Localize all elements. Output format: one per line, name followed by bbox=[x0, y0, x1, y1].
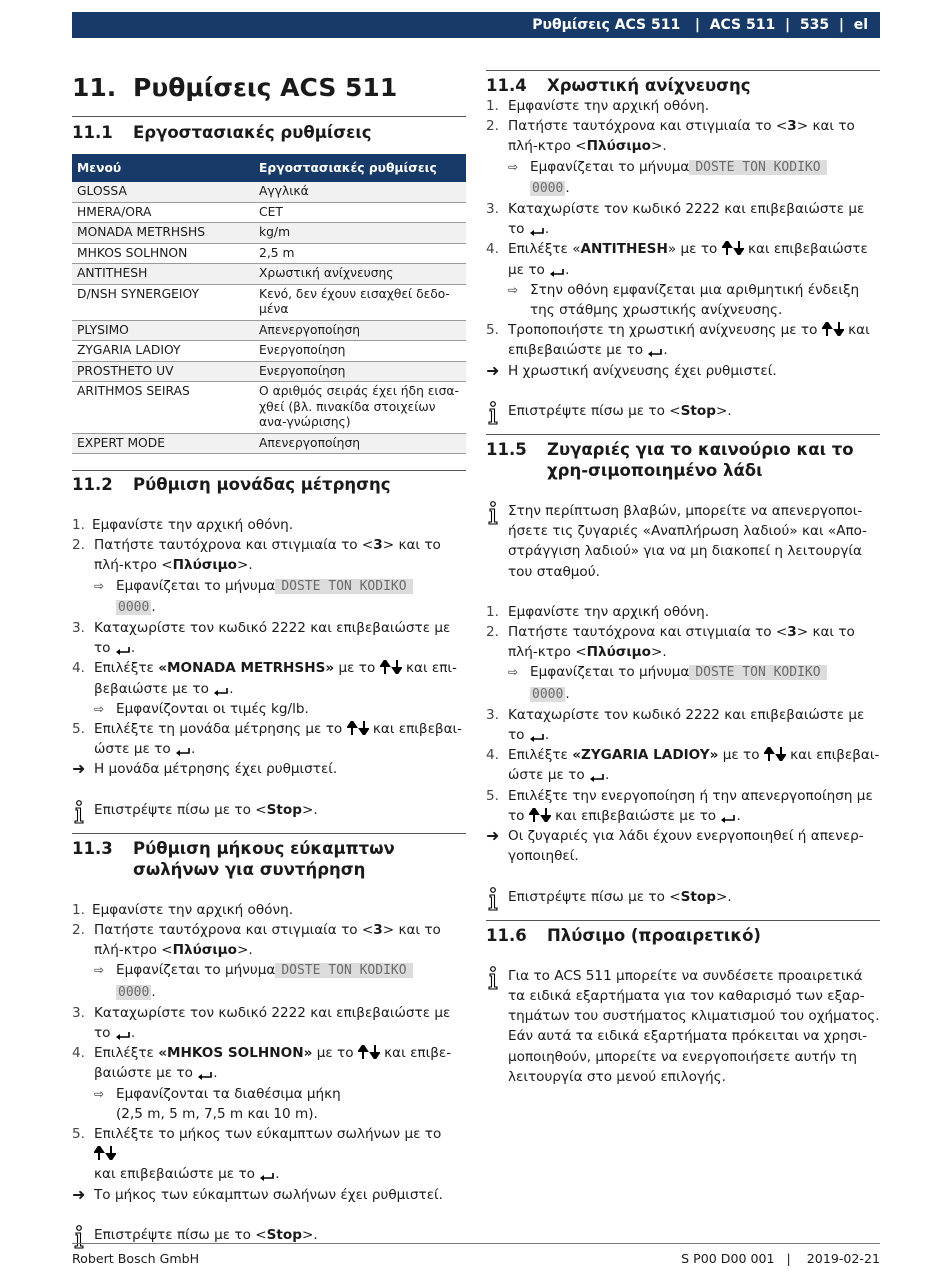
table-row bbox=[72, 361, 466, 382]
info-icon bbox=[486, 966, 500, 990]
value-cell: Ο αριθμός σειράς έχει ήδη εισα-χθεί (βλ. πινακίδα στοιχείων ανα-γνώρισης) bbox=[254, 382, 466, 434]
up-down-arrows-icon bbox=[347, 721, 369, 735]
section-11-4-title: 11.4 Χρωστική ανίχνευσης bbox=[486, 76, 751, 95]
value-cell: kg/m bbox=[254, 223, 466, 244]
up-down-arrows-icon bbox=[94, 1146, 116, 1160]
footer-date: 2019-02-21 bbox=[806, 1251, 880, 1266]
table-row bbox=[72, 341, 466, 362]
value-cell: 2,5 m bbox=[254, 243, 466, 264]
section-11-1-title: 11.1 Εργοστασιακές ρυθμίσεις bbox=[72, 123, 372, 142]
menu-cell: MONADA METRHSHS bbox=[72, 223, 254, 244]
menu-cell: PLYSIMO bbox=[72, 320, 254, 341]
left-column bbox=[72, 60, 466, 1245]
up-down-arrows-icon bbox=[822, 322, 844, 336]
table-row bbox=[72, 264, 466, 285]
value-cell: Απενεργοποίηση bbox=[254, 320, 466, 341]
enter-key-icon bbox=[647, 345, 663, 355]
section-11-5-stop-note: Επιστρέψτε πίσω με το <Stop>. bbox=[486, 887, 880, 907]
table-row bbox=[72, 243, 466, 264]
value-cell: Ενεργοποίηση bbox=[254, 341, 466, 362]
enter-key-icon bbox=[115, 643, 131, 653]
menu-cell: D/NSH SYNERGEIOY bbox=[72, 284, 254, 320]
enter-key-icon bbox=[720, 811, 736, 821]
enter-key-icon bbox=[589, 770, 605, 780]
up-down-arrows-icon bbox=[358, 1045, 380, 1059]
right-column bbox=[486, 60, 880, 1087]
value-cell: Απενεργοποίηση bbox=[254, 433, 466, 454]
section-11-3-note: Επιστρέψτε πίσω με το <Stop>. bbox=[72, 1225, 466, 1245]
table-row bbox=[72, 202, 466, 223]
footer-doc: S P00 D00 001 bbox=[681, 1251, 775, 1266]
enter-key-icon bbox=[175, 744, 191, 754]
up-down-arrows-icon bbox=[529, 808, 551, 822]
table-row bbox=[72, 284, 466, 320]
value-cell: Αγγλικά bbox=[254, 182, 466, 202]
value-cell: Χρωστική ανίχνευσης bbox=[254, 264, 466, 285]
header-page: 535 bbox=[799, 17, 830, 33]
info-icon bbox=[486, 401, 500, 425]
header-lang: el bbox=[853, 17, 868, 33]
chapter-title: 11. Ρυθμίσεις ACS 511 bbox=[72, 73, 398, 102]
menu-cell: ZYGARIA LADIOY bbox=[72, 341, 254, 362]
section-11-5-steps: 1. Εμφανίστε την αρχική οθόνη. 2. Πατήστε ταυτόχρονα και στιγμιαία το <3> και το πλή-κτρο <Πλύσιμο>. ⇨ Εμφανίζεται το μήνυμα DOSTE TON KODIKO 0000 . 3. Καταχωρίστε τον κωδικό 2222 και επιβεβαιώστε με το . 4. Επιλέξτε «ZYGARIA LADIOY» με το και επιβεβαι- ώστε με το . 5. Επιλέξτε την ενεργοποίηση ή την απενεργοποίηση με το και επιβεβαιώστε με το . ➜ Οι ζυγαριές για λάδι έχουν ενεργοποιηθεί ή απενερ-γοποιηθεί. bbox=[486, 603, 880, 865]
menu-cell: ANTITHESH bbox=[72, 264, 254, 285]
enter-key-icon bbox=[197, 1068, 213, 1078]
enter-key-icon bbox=[529, 730, 545, 740]
page-header: Ρυθμίσεις ACS 511 | ACS 511 | 535 | el bbox=[72, 12, 880, 38]
section-11-6-title: 11.6 Πλύσιμο (προαιρετικό) bbox=[486, 925, 761, 945]
factory-settings-table bbox=[72, 154, 466, 454]
section-11-2-note: Επιστρέψτε πίσω με το <Stop>. bbox=[72, 800, 466, 820]
section-11-4-steps: 1. Εμφανίστε την αρχική οθόνη. 2. Πατήστε ταυτόχρονα και στιγμιαία το <3> και το πλή-κτρο <Πλύσιμο>. ⇨ Εμφανίζεται το μήνυμα DOSTE TON KODIKO 0000 . 3. Καταχωρίστε τον κωδικό 2222 και επιβεβαιώστε με το . 4. Επιλέξτε «ANTITHESH» με το και επιβεβαιώστε με το . ⇨ Στην οθόνη εμφανίζεται μια αριθμητική ένδειξη της στάθμης χρωστικής ανίχνευσης. 5. Τροποποιήστε τη χρωστική ανίχνευσης με το και επιβεβαιώστε με το . ➜ Η χρωστική ανίχνευσης έχει ρυθμιστεί. bbox=[486, 98, 870, 380]
section-11-3-title: 11.3 Ρύθμιση μήκους εύκαμπτων σωλήνων για συντήρηση bbox=[72, 838, 395, 879]
menu-cell: EXPERT MODE bbox=[72, 433, 254, 454]
section-11-2-title: 11.2 Ρύθμιση μονάδας μέτρησης bbox=[72, 475, 391, 494]
menu-cell: ARITHMOS SEIRAS bbox=[72, 382, 254, 434]
enter-key-icon bbox=[115, 1028, 131, 1038]
menu-cell: HMERA/ORA bbox=[72, 202, 254, 223]
table-header-menu: Μενού bbox=[72, 154, 254, 182]
footer-company: Robert Bosch GmbH bbox=[72, 1251, 200, 1266]
header-section: Ρυθμίσεις ACS 511 bbox=[532, 17, 681, 33]
info-icon bbox=[486, 501, 500, 525]
footer-doc-info: S P00 D00 001 | 2019-02-21 bbox=[681, 1251, 880, 1266]
enter-key-icon bbox=[259, 1169, 275, 1179]
enter-key-icon bbox=[213, 684, 229, 694]
value-cell: Κενό, δεν έχουν εισαχθεί δεδο-μένα bbox=[254, 284, 466, 320]
table-row bbox=[72, 433, 466, 454]
header-model: ACS 511 bbox=[709, 17, 776, 33]
table-header-settings: Εργοστασιακές ρυθμίσεις bbox=[254, 154, 466, 182]
section-11-4-note: Επιστρέψτε πίσω με το <Stop>. bbox=[486, 401, 880, 421]
info-icon bbox=[72, 800, 86, 824]
enter-key-icon bbox=[549, 265, 565, 275]
menu-cell: PROSTHETO UV bbox=[72, 361, 254, 382]
enter-key-icon bbox=[529, 224, 545, 234]
info-icon bbox=[486, 887, 500, 911]
table-row bbox=[72, 320, 466, 341]
up-down-arrows-icon bbox=[764, 747, 786, 761]
section-11-2-steps: 1. Εμφανίστε την αρχική οθόνη. 2. Πατήστε ταυτόχρονα και στιγμιαία το <3> και το πλή-κτρο <Πλύσιμο>. ⇨ Εμφανίζεται το μήνυμα DOSTE TON KODIKO 0000 . 3. Καταχωρίστε τον κωδικό 2222 και επιβεβαιώστε με το . 4. Επιλέξτε «MONADA METRHSHS» με το και επι- βεβαιώστε με το . ⇨ Εμφανίζονται οι τιμές kg/lb. 5. Επιλέξτε τη μονάδα μέτρησης με το και επιβεβαι- ώστε με το . ➜ Η μονάδα μέτρησης έχει ρυθμιστεί. bbox=[72, 517, 463, 779]
info-icon bbox=[72, 1225, 86, 1249]
up-down-arrows-icon bbox=[380, 660, 402, 674]
up-down-arrows-icon bbox=[722, 241, 744, 255]
section-11-6-note: Για το ACS 511 μπορείτε να συνδέσετε προαιρετικά τα ειδικά εξαρτήματα για τον καθαρισμό των εξαρ-τημάτων του συστήματος κλιματισμού του οχήματος. Εάν αυτά τα ειδικά εξαρτήματα πρόκειται να χρησι-μοποιηθούν, μπορείτε να ενεργοποιήσετε αυτήν τη λειτουργία στο μενού επιλογής. bbox=[486, 966, 880, 1087]
menu-cell: MHKOS SOLHNON bbox=[72, 243, 254, 264]
value-cell: CET bbox=[254, 202, 466, 223]
section-11-5-title: 11.5 Ζυγαριές για το καινούριο και το χρη-σιμοποιημένο λάδι bbox=[486, 440, 854, 481]
table-row bbox=[72, 182, 466, 202]
section-11-5-note: Στην περίπτωση βλαβών, μπορείτε να απενεργοποι-ήσετε τις ζυγαριές «Αναπλήρωση λαδιού» και «Απο-στράγγιση λαδιού» για να μη διακοπεί η λειτουργία του σταθμού. bbox=[486, 501, 880, 582]
table-row bbox=[72, 223, 466, 244]
table-row bbox=[72, 382, 466, 434]
menu-cell: GLOSSA bbox=[72, 182, 254, 202]
value-cell: Ενεργοποίηση bbox=[254, 361, 466, 382]
section-11-3-steps: 1. Εμφανίστε την αρχική οθόνη. 2. Πατήστε ταυτόχρονα και στιγμιαία το <3> και το πλή-κτρο <Πλύσιμο>. ⇨ Εμφανίζεται το μήνυμα DOSTE TON KODIKO 0000 . 3. Καταχωρίστε τον κωδικό 2222 και επιβεβαιώστε με το . 4. Επιλέξτε «MHKOS SOLHNON» με το και επιβε- βαιώστε με το . ⇨ Εμφανίζονται τα διαθέσιμα μήκη (2,5 m, 5 m, 7,5 m και 10 m). 5. Επιλέξτε το μήκος των εύκαμπτων σωλήνων με το και επιβεβαιώστε με το . ➜ Το μήκος των εύκαμπτων σωλήνων έχει ρυθμιστεί. bbox=[72, 901, 452, 1204]
